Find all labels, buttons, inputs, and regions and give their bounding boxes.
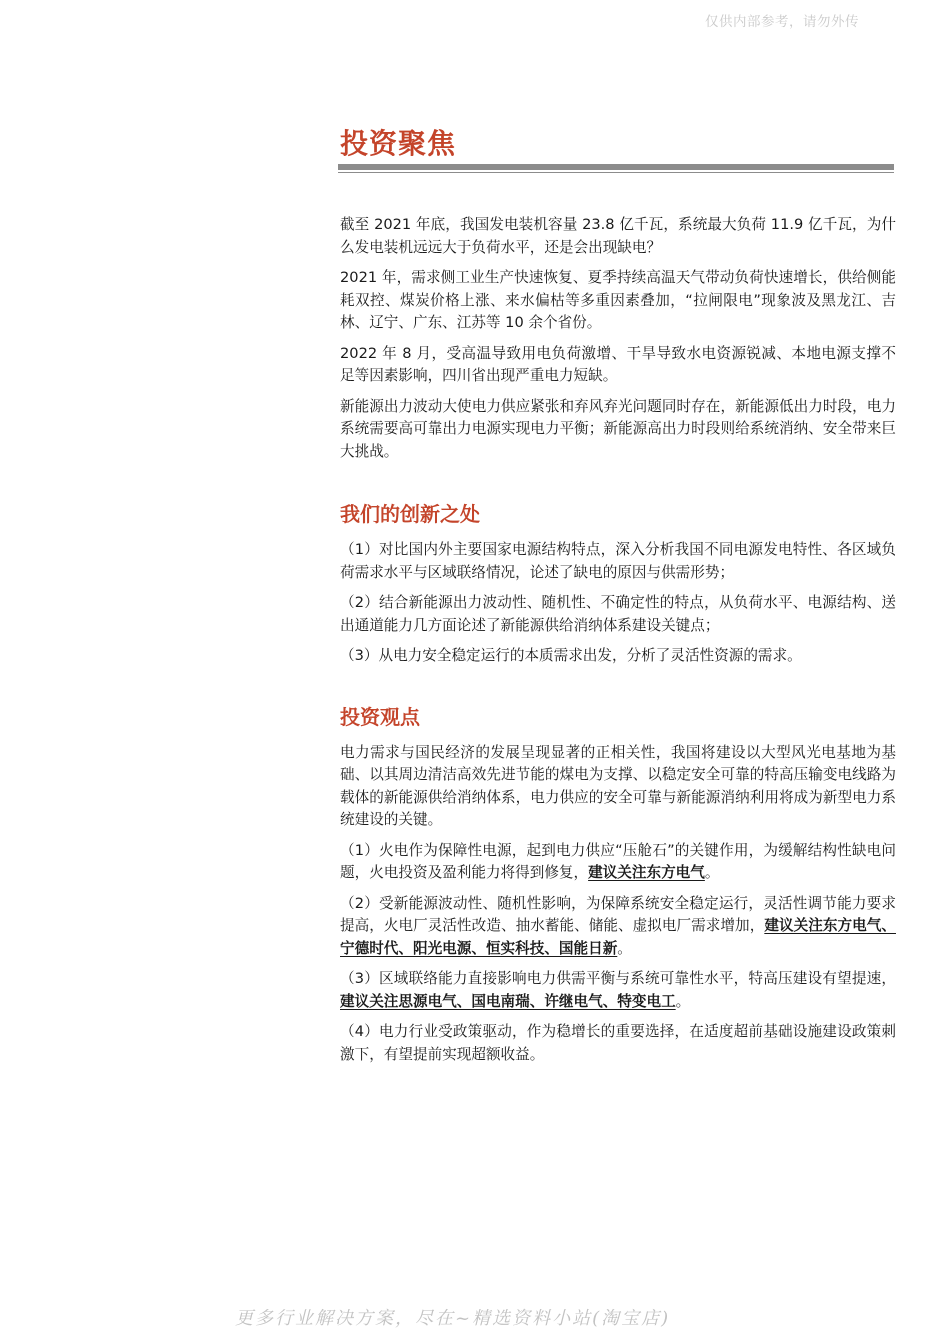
item-text: （4）电力行业受政策驱动，作为稳增长的重要选择，在适度超前基础设施建设政策刺激下，有望提前实现超额收益。 [340, 1023, 896, 1063]
investment-view-item-1 [340, 840, 896, 885]
page-title: 投资聚焦 [340, 127, 457, 160]
innovation-heading: 我们的创新之处 [340, 502, 480, 526]
investment-view-item-2 [340, 893, 896, 961]
stock-recommendation: 建议关注思源电气、国电南瑞、许继电气、特变电工 [340, 992, 676, 1010]
confidential-watermark: 仅供内部参考，请勿外传 [705, 14, 859, 30]
item-end: 。 [675, 992, 691, 1010]
title-divider-thin [338, 172, 894, 173]
item-text: （1）火电作为保障性电源，起到电力供应“压舱石”的关键作用，为缓解结构性缺电问题，火电投资及盈利能力将得到修复， [340, 841, 896, 881]
item-text: （3）区域联络能力直接影响电力供需平衡与系统可靠性水平，特高压建设有望提速， [340, 970, 896, 987]
investment-view-heading: 投资观点 [340, 704, 420, 729]
innovation-item-1: （1）对比国内外主要国家电源结构特点，深入分析我国不同电源发电特性、各区域负荷需求水平与区域联络情况，论述了缺电的原因与供需形势； [340, 541, 896, 581]
investment-view-intro: 电力需求与国民经济的发展呈现显著的正相关性，我国将建设以大型风光电基地为基础、以其周边清洁高效先进节能的煤电为支撑、以稳定安全可靠的特高压输变电线路为载体的新能源供给消纳体系，电力供应的安全可靠与新能源消纳利用将成为新型电力系统建设的关键。 [340, 743, 896, 828]
title-divider-thick [338, 164, 894, 170]
intro-paragraph-2: 2021 年，需求侧工业生产快速恢复、夏季持续高温天气带动负荷快速增长，供给侧能耗双控、煤炭价格上涨、来水偏枯等多重因素叠加，“拉闸限电”现象波及黑龙江、吉林、辽宁、广东、江苏等 10 余个省份。 [340, 269, 896, 331]
intro-paragraph-3: 2022 年 8 月，受高温导致用电负荷激增、干旱导致水电资源锐减、本地电源支撑不足等因素影响，四川省出现严重电力短缺。 [340, 344, 896, 384]
item-text: （2）受新能源波动性、随机性影响，为保障系统安全稳定运行，灵活性调节能力要求提高，火电厂灵活性改造、抽水蓄能、储能、虚拟电厂需求增加， [340, 894, 896, 934]
innovation-item-2: （2）结合新能源出力波动性、随机性、不确定性的特点，从负荷水平、电源结构、送出通道能力几方面论述了新能源供给消纳体系建设关键点； [340, 594, 896, 634]
stock-recommendation: 建议关注东方电气、宁德时代、阳光电源、恒实科技、国能日新 [340, 917, 896, 957]
innovation-item-3: （3）从电力安全稳定运行的本质需求出发，分析了灵活性资源的需求。 [340, 647, 802, 664]
investment-view-item-3 [340, 968, 896, 1013]
item-end: 。 [617, 939, 632, 957]
stock-recommendation: 建议关注东方电气 [588, 864, 705, 881]
intro-paragraph-4: 新能源出力波动大使电力供应紧张和弃风弃光问题同时存在，新能源低出力时段，电力系统需要高可靠出力电源实现电力平衡；新能源高出力时段则给系统消纳、安全带来巨大挑战。 [340, 397, 896, 460]
investment-view-item-4 [340, 1021, 896, 1066]
intro-paragraph-1: 截至 2021 年底，我国发电装机容量 23.8 亿千瓦，系统最大负荷 11.9 亿千瓦，为什么发电装机远远大于负荷水平，还是会出现缺电？ [340, 216, 896, 256]
main-content [340, 214, 896, 1074]
item-end: 。 [704, 864, 720, 881]
footer-watermark: 更多行业解决方案，尽在~精选资料小站(淘宝店) [235, 1308, 671, 1329]
